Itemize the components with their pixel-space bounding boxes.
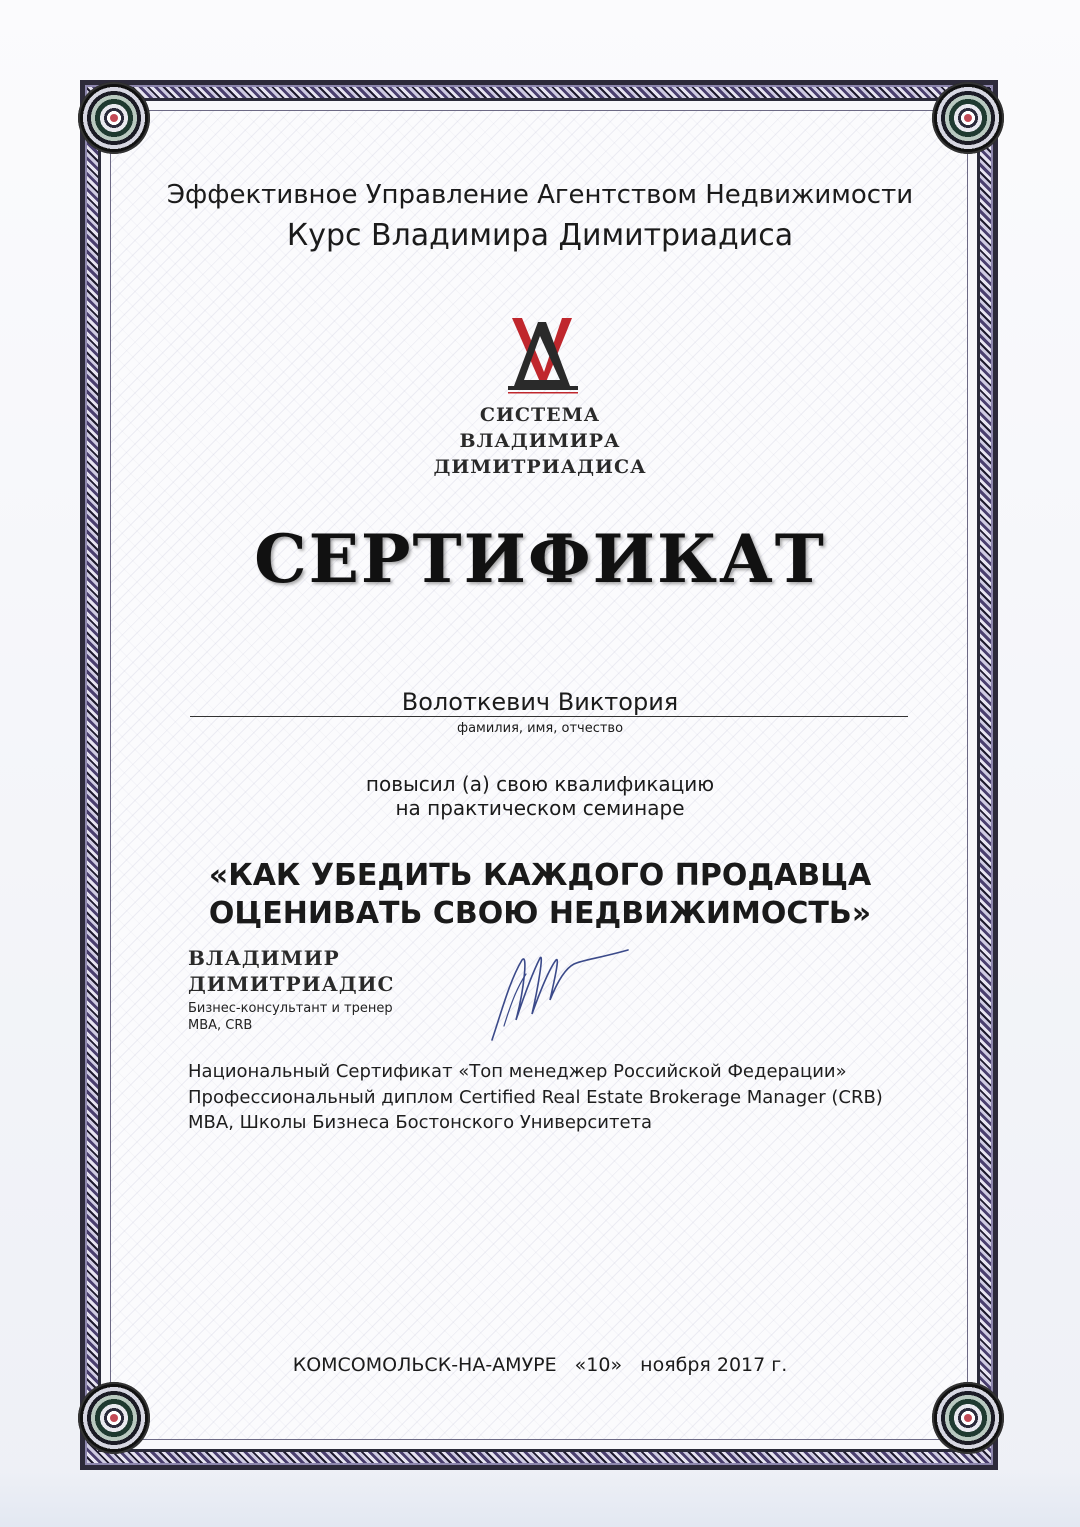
issue-place-date (0, 1354, 1080, 1376)
certificate-title: СЕРТИФИКАТ (254, 520, 826, 598)
corner-rosette-icon (78, 82, 150, 154)
corner-rosette-icon (932, 1382, 1004, 1454)
issue-city: КОМСОМОЛЬСК-НА-АМУРЕ (292, 1354, 557, 1376)
qualification-text: на практическом семинаре (395, 796, 685, 820)
credential-line: Национальный Сертификат «Топ менеджер Российской Федерации» (188, 1061, 847, 1082)
handwritten-signature-icon (482, 930, 632, 1050)
author-degrees: MBA, CRB (188, 1018, 253, 1033)
credential-line: Профессиональный диплом Certified Real Estate Brokerage Manager (CRB) (188, 1087, 883, 1108)
recipient-name: Волоткевич Виктория (401, 688, 679, 716)
issue-month-year: ноября 2017 г. (640, 1354, 788, 1376)
author-role: Бизнес-консультант и тренер (188, 1001, 393, 1016)
logo-text-line: ВЛАДИМИРА (459, 430, 621, 452)
logo-text-line: СИСТЕМА (479, 404, 601, 426)
issue-day: «10» (574, 1354, 623, 1376)
credential-line: MBA, Школы Бизнеса Бостонского Университета (188, 1112, 653, 1133)
course-heading: Эффективное Управление Агентством Недвижимости (166, 180, 914, 210)
seminar-title: «КАК УБЕДИТЬ КАЖДОГО ПРОДАВЦА (208, 858, 872, 893)
logo-text-line: ДИМИТРИАДИСА (433, 456, 647, 478)
recipient-name-caption: фамилия, имя, отчество (456, 721, 624, 736)
author-first-name: ВЛАДИМИР (188, 946, 340, 970)
seminar-title: ОЦЕНИВАТЬ СВОЮ НЕДВИЖИМОСТЬ» (208, 896, 872, 931)
course-subheading: Курс Владимира Димитриадиса (286, 218, 794, 253)
author-last-name: ДИМИТРИАДИС (188, 972, 395, 996)
corner-rosette-icon (78, 1382, 150, 1454)
qualification-text: повысил (а) свою квалификацию (365, 772, 715, 796)
vd-monogram-icon (500, 312, 584, 396)
corner-rosette-icon (932, 82, 1004, 154)
name-underline (190, 716, 908, 717)
